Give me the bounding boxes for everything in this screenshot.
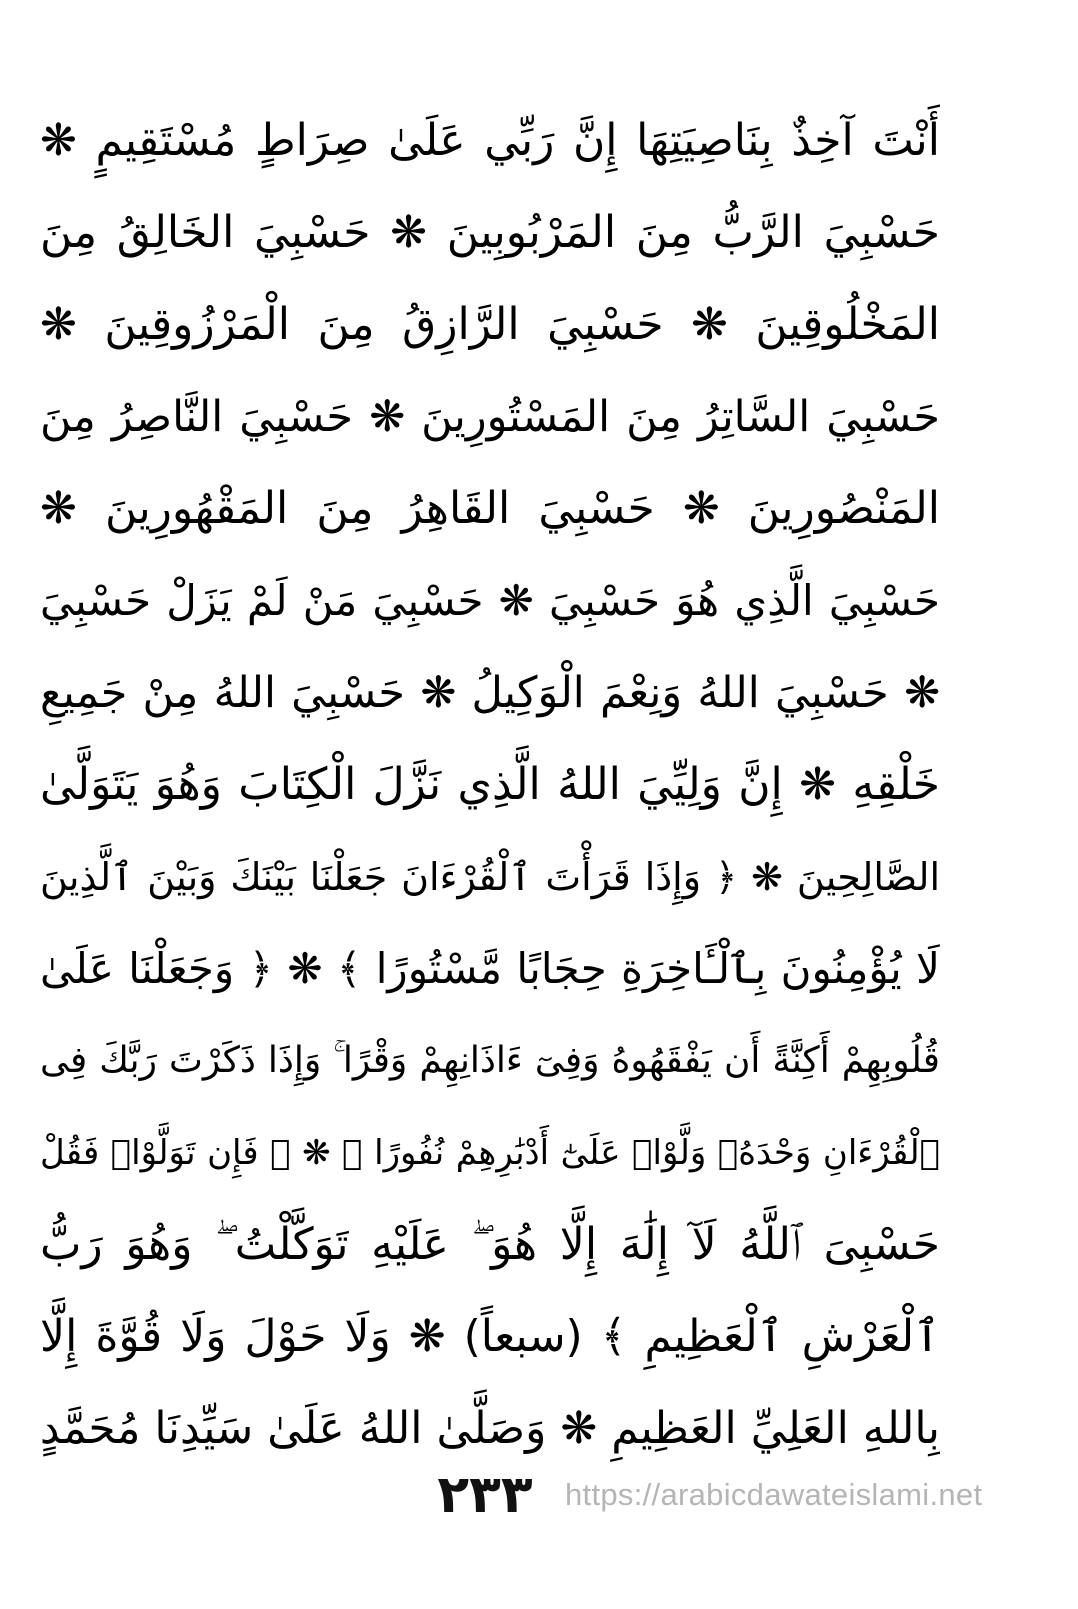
text-line: خَلْقِهِ ❋ إِنَّ وَلِيِّيَ اللهُ الَّذِي نَزَّلَ الْكِتَابَ وَهُوَ يَتَوَلَّىٰ (40, 759, 940, 810)
text-line: ❋ حَسْبِيَ اللهُ وَنِعْمَ الْوَكِيلُ ❋ حَسْبِيَ اللهُ مِنْ جَمِيعِ (40, 668, 940, 718)
watermark-url: https://arabicdawateislami.net (565, 1477, 983, 1512)
text-line: ٱلْعَرْشِ ٱلْعَظِيمِ ﴾ (سبعاً) ❋ وَلَا حَوْلَ وَلَا قُوَّةَ إِلَّا (40, 1311, 940, 1362)
text-line: المَخْلُوقِينَ ❋ حَسْبِيَ الرَّازِقُ مِنَ الْمَرْزُوقِينَ ❋ (40, 299, 940, 350)
text-line: حَسْبِيَ السَّاتِرُ مِنَ المَسْتُورِينَ ❋ حَسْبِيَ النَّاصِرُ مِنَ (40, 392, 940, 442)
text-line: أَنْتَ آخِذٌ بِنَاصِيَتِهَا إِنَّ رَبِّي عَلَىٰ صِرَاطٍ مُسْتَقِيمٍ ❋ (40, 115, 940, 166)
page-number: ٢٣٣ (437, 1465, 533, 1525)
text-line: قُلُوبِهِمْ أَكِنَّةً أَن يَفْقَهُوهُ وَفِىٓ ءَاذَانِهِمْ وَقْرًا ۚ وَإِذَا ذَكَرْتَ رَبَّكَ فِى (40, 1040, 940, 1081)
page-footer (0, 1455, 1078, 1535)
text-line: لَا يُؤْمِنُونَ بِٱلْـَٔاخِرَةِ حِجَابًا مَّسْتُورًا ﴾ ❋ ﴿ وَجَعَلْنَا عَلَىٰ (40, 944, 940, 993)
text-line: المَنْصُورِينَ ❋ حَسْبِيَ القَاهِرُ مِنَ المَقْهُورِينَ ❋ (40, 483, 940, 534)
text-line: ٱلْقُرْءَانِ وَحْدَهُۥ وَلَّوْا۟ عَلَىٰٓ أَدْبَٰرِهِمْ نُفُورًا ﴾ ❋ ﴿ فَإِن تَوَلَّوْا۟ فَقُلْ (40, 1133, 940, 1173)
text-line: بِاللهِ العَلِيِّ العَظِيمِ ❋ وَصَلَّىٰ اللهُ عَلَىٰ سَيِّدِنَا مُحَمَّدٍ (40, 1403, 940, 1454)
text-line: حَسْبِىَ ٱللَّهُ لَآ إِلَٰهَ إِلَّا هُوَ ۖ عَلَيْهِ تَوَكَّلْتُ ۖ وَهُوَ رَبُّ (40, 1219, 940, 1270)
text-line: الصَّالِحِينَ ❋ ﴿ وَإِذَا قَرَأْتَ ٱلْقُرْءَانَ جَعَلْنَا بَيْنَكَ وَبَيْنَ ٱلَّذِينَ (40, 855, 940, 899)
arabic-text-block (40, 95, 940, 1475)
text-line: حَسْبِيَ الَّذِي هُوَ حَسْبِيَ ❋ حَسْبِيَ مَنْ لَمْ يَزَلْ حَسْبِيَ (40, 576, 940, 625)
text-line: حَسْبِيَ الرَّبُّ مِنَ المَرْبُوبِينَ ❋ حَسْبِيَ الخَالِقُ مِنَ (40, 207, 940, 258)
